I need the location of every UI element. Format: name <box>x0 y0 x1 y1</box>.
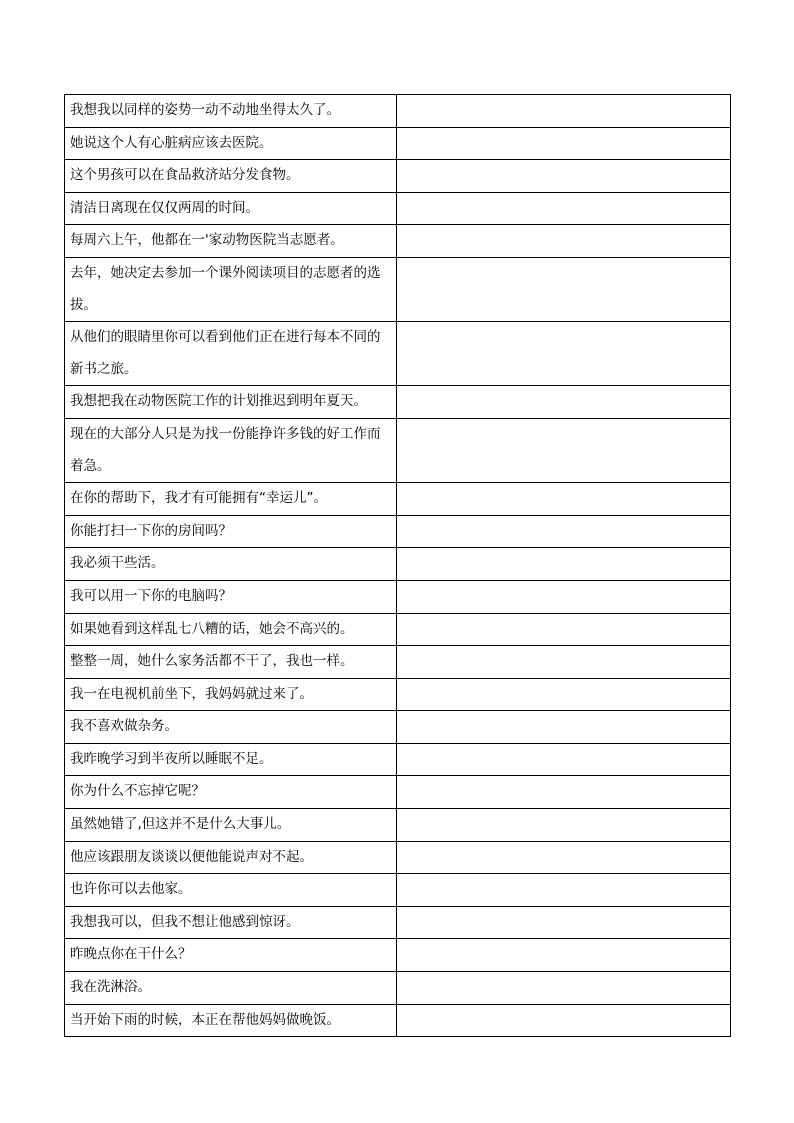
sentence-cell: 我昨晚学习到半夜所以睡眠不足。 <box>65 743 397 776</box>
table-row <box>65 646 731 679</box>
answer-cell[interactable] <box>397 548 731 581</box>
table-row <box>65 1004 731 1037</box>
table-row <box>65 613 731 646</box>
table-row <box>65 192 731 225</box>
table-row <box>65 95 731 128</box>
table-row <box>65 548 731 581</box>
table-row <box>65 160 731 193</box>
answer-cell[interactable] <box>397 841 731 874</box>
sentence-cell: 我想我可以，但我不想让他感到惊讶。 <box>65 906 397 939</box>
answer-cell[interactable] <box>397 580 731 613</box>
table-row <box>65 225 731 258</box>
table-row <box>65 483 731 516</box>
answer-cell[interactable] <box>397 613 731 646</box>
sentence-cell: 我必须干些活。 <box>65 548 397 581</box>
table-row <box>65 809 731 842</box>
answer-cell[interactable] <box>397 483 731 516</box>
sentence-cell: 也许你可以去他家。 <box>65 874 397 907</box>
table-row <box>65 972 731 1005</box>
answer-cell[interactable] <box>397 322 731 386</box>
answer-cell[interactable] <box>397 939 731 972</box>
translation-table <box>64 94 731 1037</box>
table-row <box>65 580 731 613</box>
answer-cell[interactable] <box>397 743 731 776</box>
sentence-cell: 这个男孩可以在食品救济站分发食物。 <box>65 160 397 193</box>
sentence-cell: 如果她看到这样乱七八糟的话，她会不高兴的。 <box>65 613 397 646</box>
answer-cell[interactable] <box>397 646 731 679</box>
answer-cell[interactable] <box>397 418 731 482</box>
sentence-cell: 每周六上午，他都在一'家动物医院当志愿者。 <box>65 225 397 258</box>
table-row <box>65 515 731 548</box>
answer-cell[interactable] <box>397 127 731 160</box>
answer-cell[interactable] <box>397 192 731 225</box>
answer-cell[interactable] <box>397 678 731 711</box>
table-row <box>65 906 731 939</box>
sentence-cell: 她说这个人有心脏病应该去医院。 <box>65 127 397 160</box>
sentence-cell: 去年，她决定去参加一个课外阅读项目的志愿者的选拔。 <box>65 257 397 321</box>
table-row <box>65 127 731 160</box>
sentence-cell: 我一在电视机前坐下，我妈妈就过来了。 <box>65 678 397 711</box>
sentence-cell: 昨晚点你在干什么？ <box>65 939 397 972</box>
table-row <box>65 874 731 907</box>
sentence-cell: 你为什么不忘掉它呢？ <box>65 776 397 809</box>
answer-cell[interactable] <box>397 160 731 193</box>
sentence-cell: 从他们的眼睛里你可以看到他们正在进行每本不同的新书之旅。 <box>65 322 397 386</box>
answer-cell[interactable] <box>397 95 731 128</box>
sentence-cell: 整整一周，她什么家务活都不干了，我也一样。 <box>65 646 397 679</box>
sentence-cell: 我不喜欢做杂务。 <box>65 711 397 744</box>
sentence-cell: 他应该跟朋友谈谈以便他能说声对不起。 <box>65 841 397 874</box>
answer-cell[interactable] <box>397 515 731 548</box>
answer-cell[interactable] <box>397 1004 731 1037</box>
sentence-cell: 我想把我在动物医院工作的计划推迟到明年夏天。 <box>65 386 397 419</box>
answer-cell[interactable] <box>397 874 731 907</box>
sentence-cell: 我想我以同样的姿势一动不动地坐得太久了。 <box>65 95 397 128</box>
answer-cell[interactable] <box>397 225 731 258</box>
sentence-cell: 现在的大部分人只是为找一份能挣许多钱的好工作而着急。 <box>65 418 397 482</box>
table-row <box>65 322 731 386</box>
sentence-cell: 我可以用一下你的电脑吗？ <box>65 580 397 613</box>
table-row <box>65 678 731 711</box>
table-row <box>65 743 731 776</box>
answer-cell[interactable] <box>397 257 731 321</box>
table-row <box>65 711 731 744</box>
sentence-cell: 当开始下雨的时候，本正在帮他妈妈做晚饭。 <box>65 1004 397 1037</box>
answer-cell[interactable] <box>397 776 731 809</box>
sentence-cell: 我在洗淋浴。 <box>65 972 397 1005</box>
sentence-cell: 虽然她错了,但这并不是什么大事儿。 <box>65 809 397 842</box>
table-row <box>65 939 731 972</box>
table-row <box>65 386 731 419</box>
sentence-cell: 清洁日离现在仅仅两周的时间。 <box>65 192 397 225</box>
table-row <box>65 841 731 874</box>
answer-cell[interactable] <box>397 972 731 1005</box>
sentence-cell: 你能打扫一下你的房间吗？ <box>65 515 397 548</box>
answer-cell[interactable] <box>397 906 731 939</box>
answer-cell[interactable] <box>397 809 731 842</box>
answer-cell[interactable] <box>397 711 731 744</box>
table-row <box>65 776 731 809</box>
table-row <box>65 418 731 482</box>
sentence-cell: 在你的帮助下，我才有可能拥有“幸运儿”。 <box>65 483 397 516</box>
table-row <box>65 257 731 321</box>
answer-cell[interactable] <box>397 386 731 419</box>
